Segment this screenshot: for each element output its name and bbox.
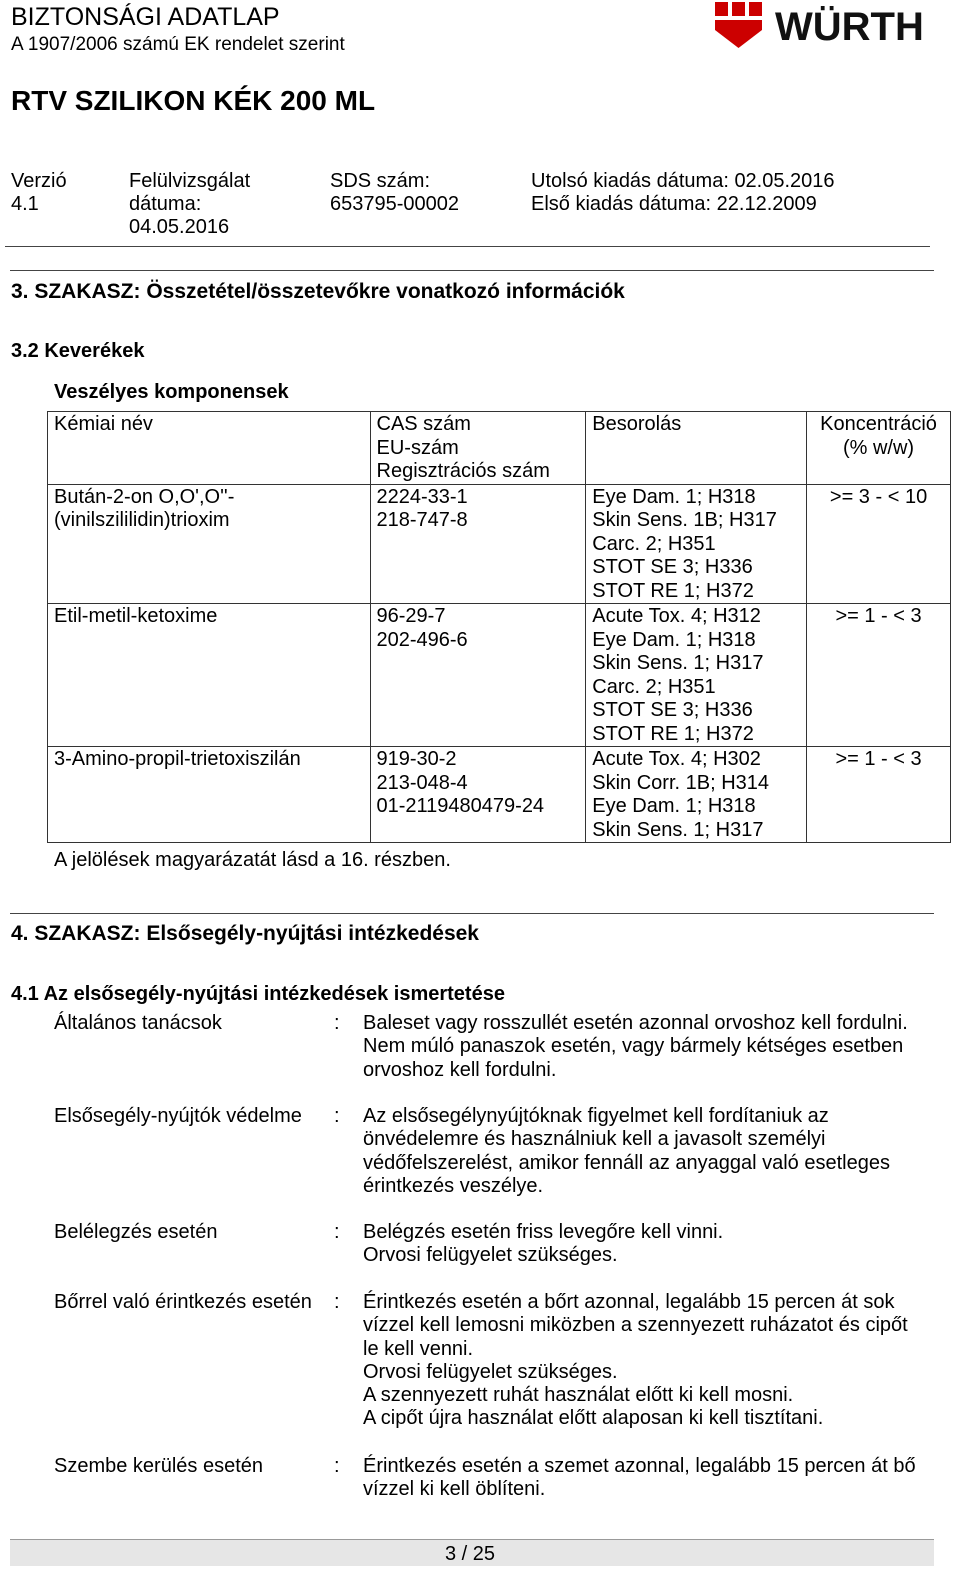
classification: Eye Dam. 1; H318 Skin Sens. 1B; H317 Carc. 2; H351 STOT SE 3; H336 STOT RE 1; H372 bbox=[586, 484, 807, 604]
first-aid-text: Baleset vagy rosszullét esetén azonnal orvoshoz kell fordulni. Nem múló panaszok esetén, vagy bármely kétséges esetben orvoshoz kell fordulni. bbox=[363, 1012, 908, 1081]
revision-date-block bbox=[11, 216, 229, 239]
sds-block bbox=[330, 170, 459, 216]
classification: Acute Tox. 4; H312 Eye Dam. 1; H318 Skin Sens. 1; H317 Carc. 2; H351 STOT SE 3; H336 STOT RE 1; H372 bbox=[586, 604, 807, 747]
table-row bbox=[48, 747, 951, 843]
section3-subtitle: 3.2 Keverékek bbox=[11, 340, 145, 362]
classification: Acute Tox. 4; H302 Skin Corr. 1B; H314 Eye Dam. 1; H318 Skin Sens. 1; H317 bbox=[586, 747, 807, 843]
concentration: >= 3 - < 10 bbox=[807, 484, 951, 604]
header-concentration: Koncentráció (% w/w) bbox=[807, 412, 951, 485]
first-aid-text: Az elsősegélynyújtóknak figyelmet kell fordítaniuk az önvédelemre és használniuk kell a javasolt személyi védőfelszerelést, amikor fennáll az anyaggal való esetleges érintkezés veszélye. bbox=[363, 1105, 890, 1197]
wurth-logo-text: WÜRTH bbox=[775, 5, 924, 49]
version-label: Verzió bbox=[11, 170, 67, 192]
legend-note: A jelölések magyarázatát lásd a 16. részben. bbox=[54, 849, 451, 871]
header-chemical-name: Kémiai név bbox=[48, 412, 371, 485]
sds-label: SDS szám: bbox=[330, 170, 431, 192]
chemical-name: 3-Amino-propil-trietoxiszilán bbox=[48, 747, 371, 843]
first-aid-label: Általános tanácsok bbox=[54, 1012, 222, 1034]
first-aid-text: Belégzés esetén friss levegőre kell vinni. Orvosi felügyelet szükséges. bbox=[363, 1221, 724, 1267]
first-aid-colon: : bbox=[334, 1455, 340, 1477]
sds-number: 653795-00002 bbox=[330, 193, 460, 215]
hazardous-components-table bbox=[47, 411, 951, 843]
section4-subtitle: 4.1 Az elsősegély-nyújtási intézkedések ismertetése bbox=[11, 983, 505, 1005]
first-aid-colon: : bbox=[334, 1105, 340, 1127]
issue-dates-block bbox=[531, 170, 835, 216]
first-aid-label: Bőrrel való érintkezés esetén bbox=[54, 1291, 312, 1313]
identifiers: 96-29-7 202-496-6 bbox=[370, 604, 586, 747]
regulation-reference: A 1907/2006 számú EK rendelet szerint bbox=[11, 34, 345, 55]
table-row bbox=[48, 604, 951, 747]
first-aid-label: Szembe kerülés esetén bbox=[54, 1455, 264, 1477]
first-issue-date: Első kiadás dátuma: 22.12.2009 bbox=[531, 193, 817, 215]
first-aid-colon: : bbox=[334, 1221, 340, 1243]
product-name: RTV SZILIKON KÉK 200 ML bbox=[11, 85, 376, 116]
version-value: 4.1 bbox=[11, 193, 39, 215]
header-identifiers: CAS szám EU-szám Regisztrációs szám bbox=[370, 412, 586, 485]
chemical-name: Bután-2-on O,O',O''- (vinilszililidin)trioxim bbox=[48, 484, 371, 604]
identifiers: 919-30-2 213-048-4 01-2119480479-24 bbox=[370, 747, 586, 843]
first-aid-label: Elsősegély-nyújtók védelme bbox=[54, 1105, 302, 1127]
revision-date: 04.05.2016 bbox=[129, 216, 230, 238]
section3-title: 3. SZAKASZ: Összetétel/összetevőkre vonatkozó információk bbox=[11, 280, 625, 303]
concentration: >= 1 - < 3 bbox=[807, 747, 951, 843]
first-aid-text: Érintkezés esetén a szemet azonnal, legalább 15 percen át bő vízzel ki kell öblíteni. bbox=[363, 1455, 916, 1501]
first-aid-label: Belélegzés esetén bbox=[54, 1221, 218, 1243]
chemical-name: Etil-metil-ketoxime bbox=[48, 604, 371, 747]
first-aid-colon: : bbox=[334, 1291, 340, 1313]
table-row bbox=[48, 484, 951, 604]
header-divider bbox=[5, 246, 930, 247]
version-block bbox=[11, 170, 67, 216]
section4-divider bbox=[10, 913, 934, 914]
table-header-row bbox=[48, 412, 951, 485]
wurth-logo bbox=[713, 0, 933, 52]
wurth-logo-mark bbox=[715, 2, 762, 48]
document-title: BIZTONSÁGI ADATLAP bbox=[11, 3, 280, 31]
first-aid-text: Érintkezés esetén a bőrt azonnal, legalább 15 percen át sok vízzel kell lemosni miközben a szennyezett ruházatot és cipőt le kell venni. Orvosi felügyelet szükséges. A szennyezett ruhát használat előtt ki kell mosni. A cipőt újra használat előtt alaposan ki kell tisztítani. bbox=[363, 1291, 908, 1430]
concentration: >= 1 - < 3 bbox=[807, 604, 951, 747]
revision-label-2: dátuma: bbox=[129, 193, 202, 215]
last-issue-date: Utolsó kiadás dátuma: 02.05.2016 bbox=[531, 170, 835, 192]
section4-title: 4. SZAKASZ: Elsősegély-nyújtási intézkedések bbox=[11, 922, 479, 945]
components-caption: Veszélyes komponensek bbox=[54, 381, 289, 403]
revision-label: Felülvizsgálat bbox=[129, 170, 251, 192]
section3-divider bbox=[10, 270, 934, 271]
header-classification: Besorolás bbox=[586, 412, 807, 485]
identifiers: 2224-33-1 218-747-8 bbox=[370, 484, 586, 604]
revision-block bbox=[129, 170, 250, 216]
page-number: 3 / 25 bbox=[444, 1543, 496, 1565]
first-aid-colon: : bbox=[334, 1012, 340, 1034]
